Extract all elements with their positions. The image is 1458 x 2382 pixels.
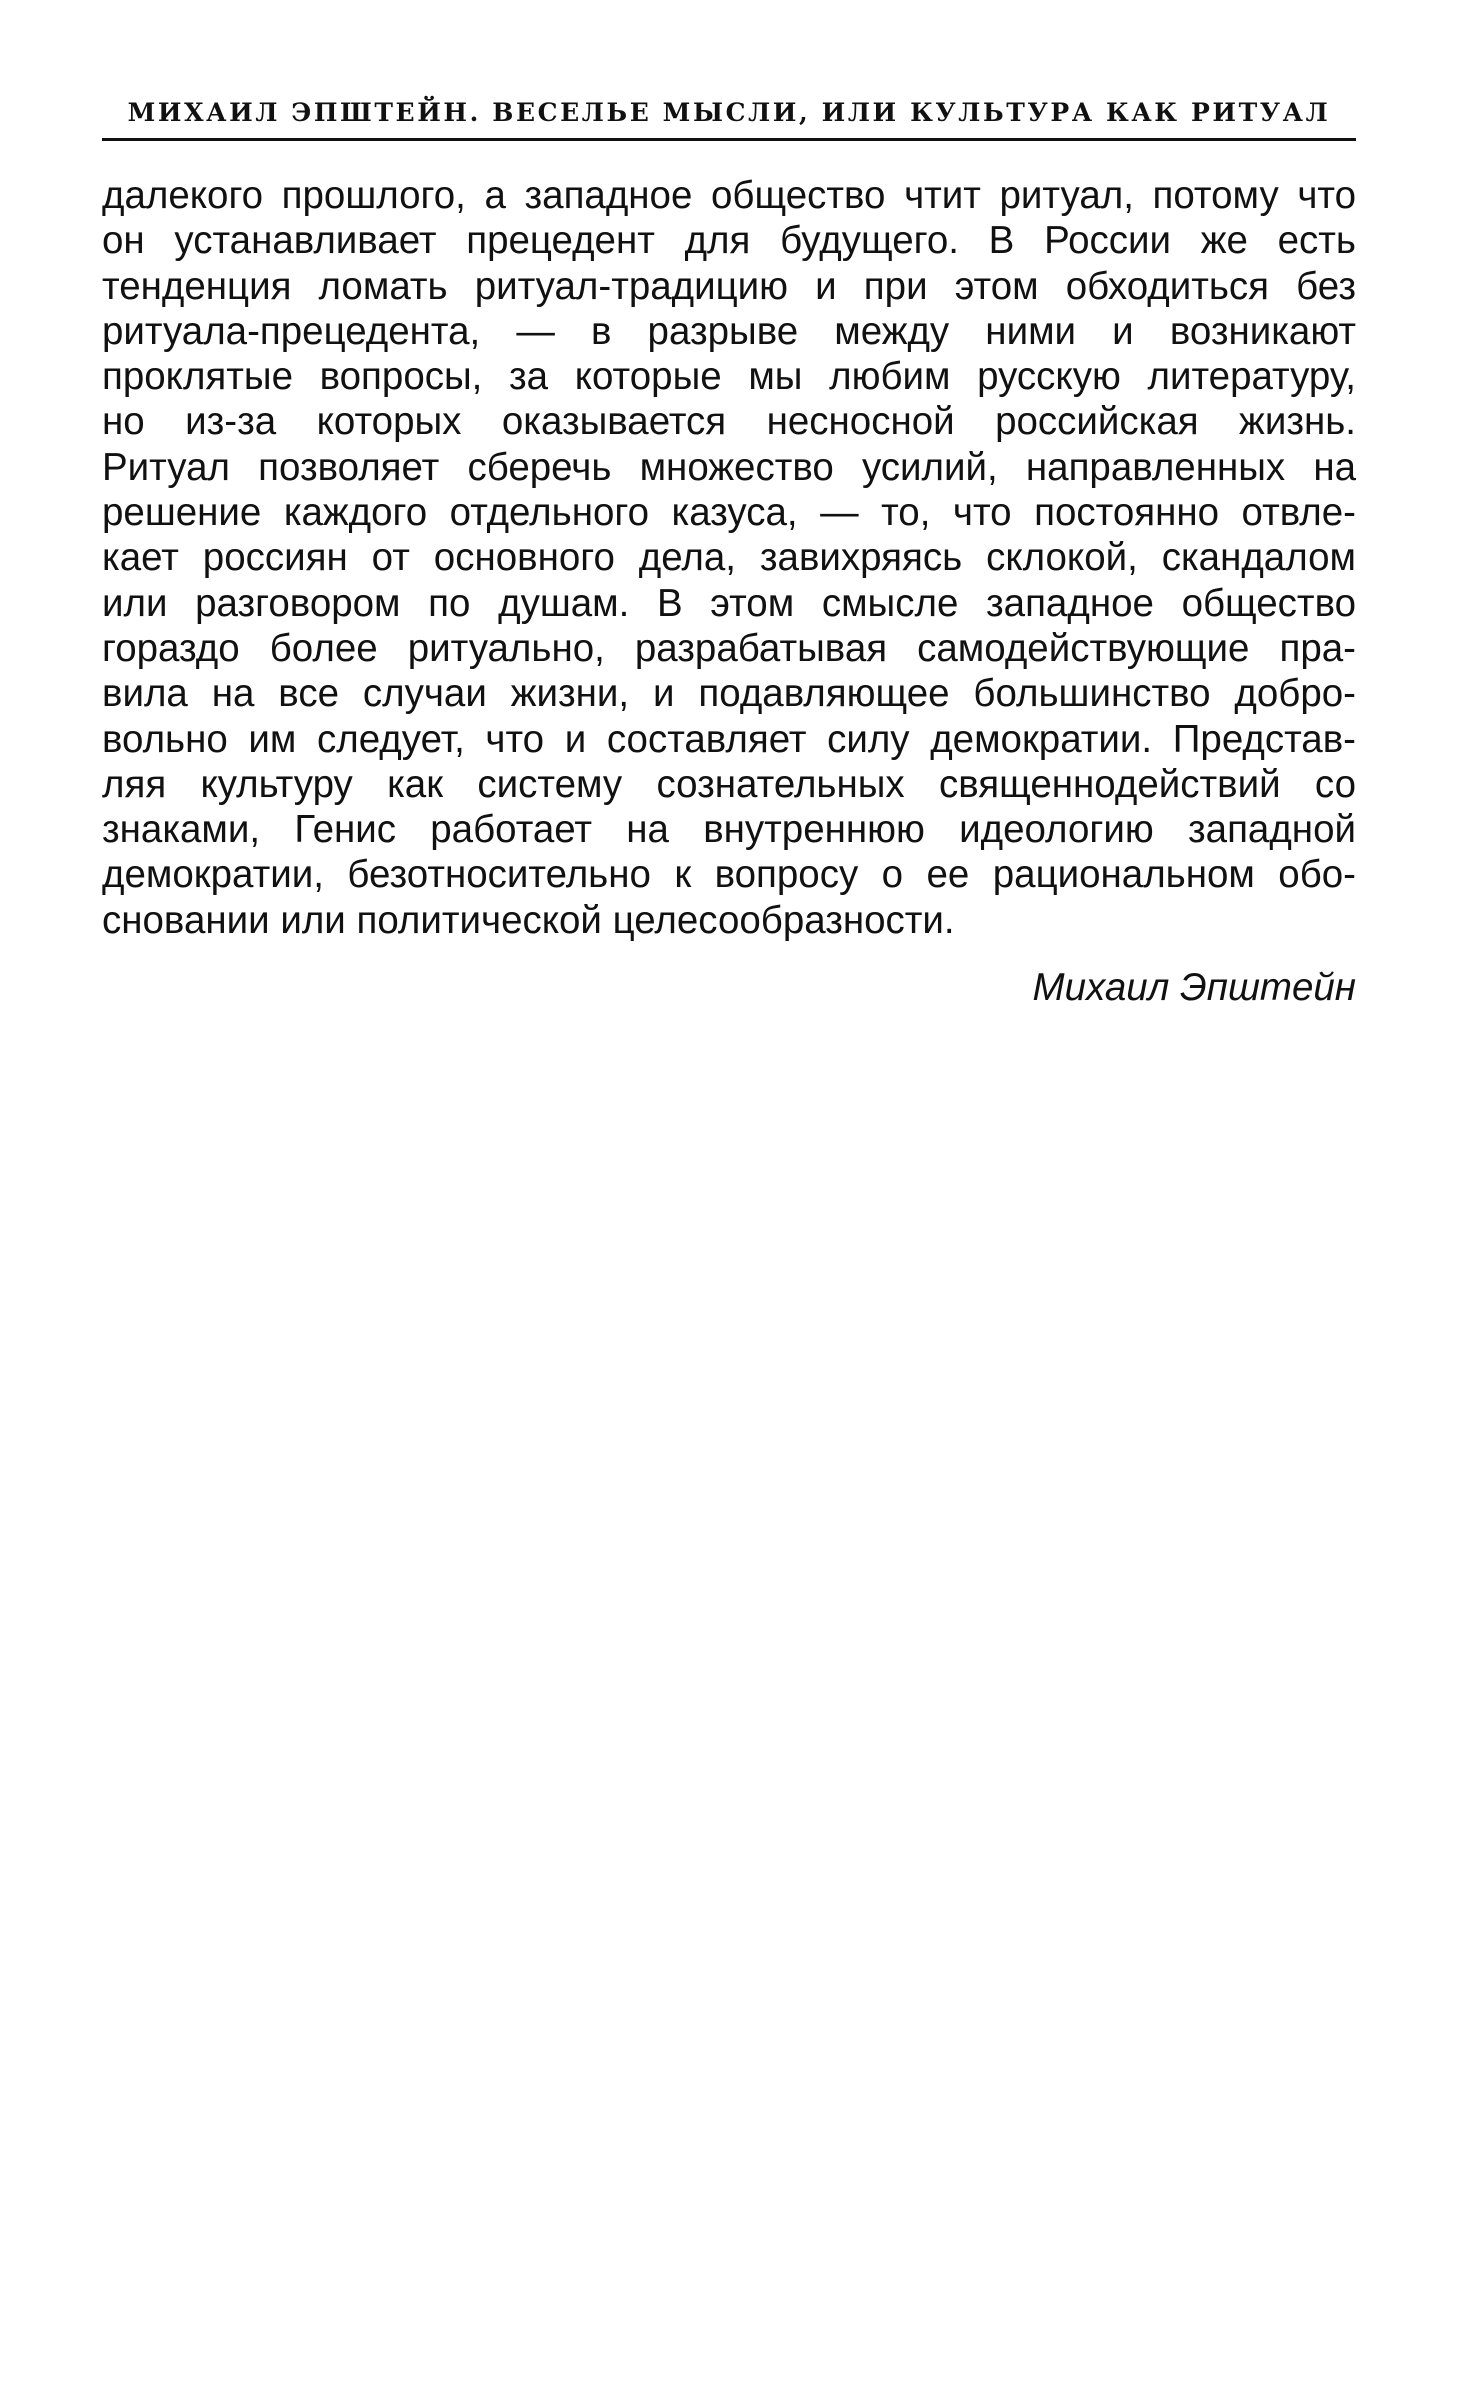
book-page xyxy=(102,95,1356,1010)
running-header: МИХАИЛ ЭПШТЕЙН. ВЕСЕЛЬЕ МЫСЛИ, ИЛИ КУЛЬТУРА КАК РИТУАЛ xyxy=(127,98,1331,127)
text-line: или разговором по душам. В этом смысле западное общество xyxy=(102,581,1356,625)
author-signature: Михаил Эпштейн xyxy=(1032,966,1356,1010)
text-line-last: сновании или политической целесообразности. xyxy=(102,898,955,942)
body-paragraph xyxy=(102,173,1356,943)
text-line: вольно им следует, что и составляет силу демократии. Представ- xyxy=(102,717,1356,761)
text-line: он устанавливает прецедент для будущего. В России же есть xyxy=(102,219,1356,263)
text-line: вила на все случаи жизни, и подавляющее большинство добро- xyxy=(102,672,1356,716)
text-line: проклятые вопросы, за которые мы любим русскую литературу, xyxy=(102,355,1356,399)
header-rule xyxy=(102,138,1356,141)
text-line: кает россиян от основного дела, завихряясь склокой, скандалом xyxy=(102,536,1356,580)
text-line: гораздо более ритуально, разрабатывая самодействующие пра- xyxy=(102,626,1356,670)
text-line: Ритуал позволяет сберечь множество усилий, направленных на xyxy=(102,445,1356,489)
text-line: решение каждого отдельного казуса, — то, что постоянно отвле- xyxy=(102,491,1356,535)
text-line: ритуала-прецедента, — в разрыве между ними и возникают xyxy=(102,309,1356,353)
text-line: демократии, безотносительно к вопросу о ее рациональном обо- xyxy=(102,853,1356,897)
text-line: знаками, Генис работает на внутреннюю идеологию западной xyxy=(102,808,1356,852)
text-line: ляя культуру как систему сознательных священнодействий со xyxy=(102,762,1356,806)
text-line: далекого прошлого, а западное общество чтит ритуал, потому что xyxy=(102,174,1356,217)
text-line: тенденция ломать ритуал-традицию и при этом обходиться без xyxy=(102,264,1356,308)
text-line: но из-за которых оказывается несносной российская жизнь. xyxy=(102,400,1356,444)
